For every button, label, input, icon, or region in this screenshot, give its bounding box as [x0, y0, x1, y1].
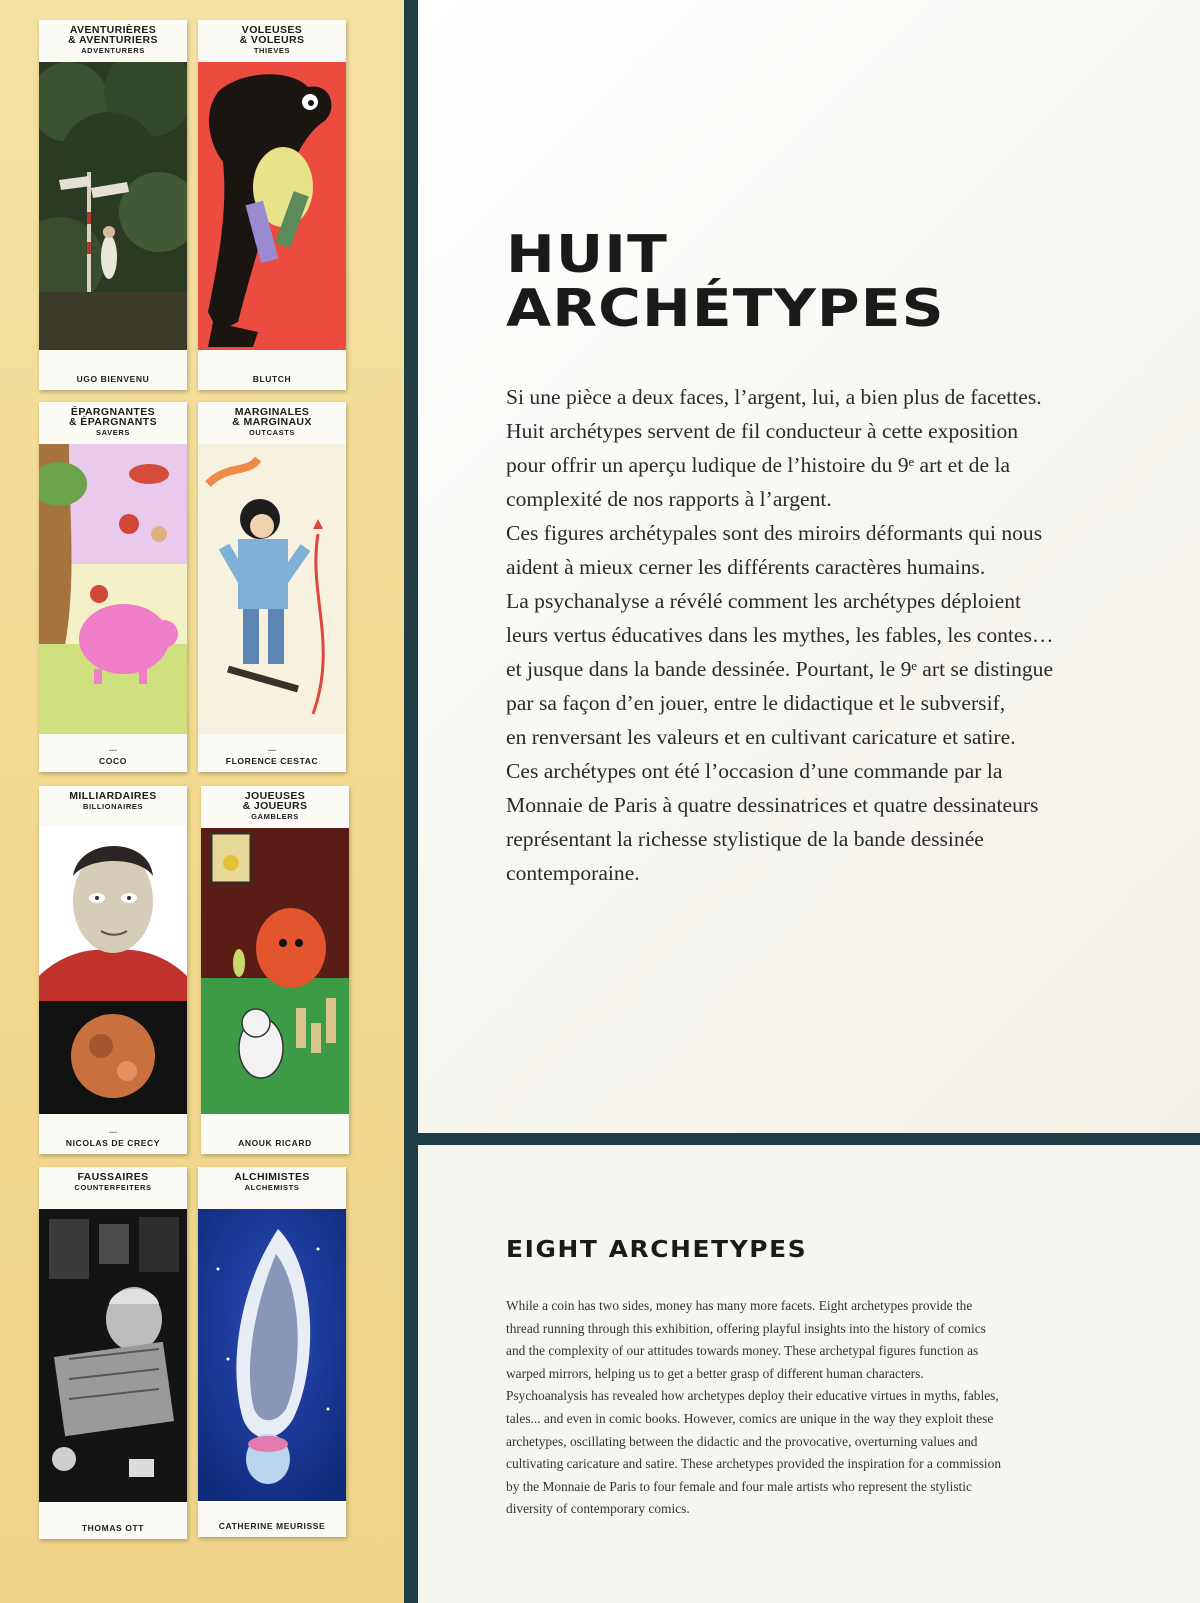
body-french — [506, 380, 1126, 890]
body-english-line: tales... and even in comic books. However, comics are unique in the way they exploit these — [506, 1410, 994, 1426]
card-title-fr: & ÉPARGNANTS — [68, 416, 158, 428]
body-english-line: cultivating caricature and satire. These archetypes provided the inspiration for a commission — [506, 1456, 1002, 1472]
card-title-en: OUTCASTS — [248, 428, 296, 437]
bookmark-display-panel — [0, 0, 404, 1603]
card-title-fr: ALCHIMISTES — [234, 1171, 310, 1183]
body-french-line: leurs vertus éducatives dans les mythes, les fables, les contes… — [506, 623, 1054, 647]
body-french-line: aident à mieux cerner les différents caractères humains. — [506, 555, 986, 579]
card-header — [39, 20, 187, 62]
card-billionaires — [39, 786, 187, 1154]
card-artist: UGO BIENVENU — [76, 374, 150, 384]
title-french-line: HUIT — [506, 225, 668, 285]
english-text-panel — [418, 1145, 1200, 1603]
body-french-line: Huit archétypes servent de fil conducteur à cette exposition — [506, 419, 1019, 443]
body-french-line: pour offrir un aperçu ludique de l’histoire du 9ᵉ art et de la — [506, 453, 1011, 477]
card-title-fr: & VOLEURS — [239, 34, 305, 46]
card-artist: ANOUK RICARD — [238, 1138, 312, 1148]
body-french-line: Ces archétypes ont été l’occasion d’une commande par la — [506, 759, 1003, 783]
card-illustration-billionaire-portrait — [39, 826, 187, 1114]
body-french-line: Si une pièce a deux faces, l’argent, lui, a bien plus de facettes. — [506, 385, 1042, 409]
body-french-line: représentant la richesse stylistique de la bande dessinée — [506, 827, 984, 851]
card-title-en: ADVENTURERS — [81, 46, 145, 55]
card-artist: CATHERINE MEURISSE — [218, 1521, 326, 1531]
card-title-fr: FAUSSAIRES — [77, 1171, 149, 1183]
body-french-line: et jusque dans la bande dessinée. Pourtant, le 9ᵉ art se distingue — [506, 657, 1054, 681]
card-thieves — [198, 20, 346, 390]
body-english-line: thread running through this exhibition, offering playful insights into the history of comics — [506, 1320, 986, 1336]
card-gamblers — [201, 786, 349, 1154]
card-artist: NICOLAS DE CRECY — [65, 1138, 161, 1148]
title-french — [506, 225, 945, 339]
title-french-line: ARCHÉTYPES — [506, 279, 945, 339]
body-english — [506, 1295, 1106, 1521]
card-artist: THOMAS OTT — [81, 1523, 145, 1533]
body-english-line: and the complexity of our attitudes towards money. These archetypal figures function as — [506, 1343, 979, 1359]
card-illustration-card-game — [201, 828, 349, 1114]
card-title-en: COUNTERFEITERS — [74, 1183, 152, 1192]
card-illustration-geode — [198, 1209, 346, 1501]
french-text-panel — [418, 0, 1200, 1133]
card-title-fr: & JOUEURS — [242, 800, 308, 812]
panel-divider — [404, 0, 418, 1603]
card-title-en: ALCHEMISTS — [244, 1183, 300, 1192]
card-artist: COCO — [99, 756, 127, 766]
card-artist: FLORENCE CESTAC — [225, 756, 319, 766]
card-title-fr: JOUEUSES — [244, 790, 306, 802]
title-english: EIGHT ARCHETYPES — [506, 1237, 808, 1263]
card-header — [201, 786, 349, 828]
card-illustration-shadow-thief — [198, 62, 346, 350]
card-credit-mark: ▬▬ — [109, 1129, 117, 1134]
card-illustration-skateboarder — [198, 444, 346, 734]
body-french-line: Monnaie de Paris à quatre dessinatrices et quatre dessinateurs — [506, 793, 1039, 817]
body-english-line: Psychoanalysis has revealed how archetypes deploy their educative virtues in myths, fables, — [506, 1388, 999, 1404]
card-adventurers — [39, 20, 187, 390]
card-credit-mark: ▬▬ — [109, 747, 117, 752]
body-english-line: by the Monnaie de Paris to four female and four male artists who represent the stylistic — [506, 1478, 972, 1494]
body-english-line: warped mirrors, helping us to get a better grasp of different human characters. — [506, 1365, 924, 1381]
card-title-en: THIEVES — [253, 46, 291, 55]
body-french-line: contemporaine. — [506, 861, 640, 885]
card-counterfeiters — [39, 1167, 187, 1539]
card-title-fr: VOLEUSES — [241, 24, 303, 36]
card-header — [39, 1167, 187, 1209]
body-english-line: diversity of contemporary comics. — [506, 1501, 690, 1517]
body-french-line: Ces figures archétypales sont des miroirs déformants qui nous — [506, 521, 1043, 545]
card-title-fr: & AVENTURIERS — [68, 34, 158, 46]
card-header — [198, 20, 346, 62]
card-illustration-counterfeiter-workshop — [39, 1209, 187, 1502]
body-french-line: complexité de nos rapports à l’argent. — [506, 487, 832, 511]
card-header — [198, 402, 346, 444]
card-title-en: BILLIONAIRES — [82, 802, 144, 811]
card-header — [198, 1167, 346, 1209]
card-header — [39, 786, 187, 828]
card-title-fr: MILLIARDAIRES — [69, 790, 157, 802]
body-french-line: en renversant les valeurs et en cultivant caricature et satire. — [506, 725, 1016, 749]
card-savers — [39, 402, 187, 772]
card-title-en: SAVERS — [96, 428, 130, 437]
body-french-line: La psychanalyse a révélé comment les archétypes déploient — [506, 589, 1022, 613]
card-title-fr: AVENTURIÈRES — [69, 24, 157, 36]
card-illustration-forest — [39, 62, 187, 350]
body-french-line: par sa façon d’en jouer, entre le didactique et le subversif, — [506, 691, 1006, 715]
card-header — [39, 402, 187, 444]
card-credit-mark: ▬▬ — [268, 747, 276, 752]
card-title-fr: ÉPARGNANTES — [70, 406, 156, 418]
card-title-en: GAMBLERS — [251, 812, 299, 821]
card-title-fr: & MARGINAUX — [232, 416, 312, 428]
card-artist: BLUTCH — [252, 374, 292, 384]
body-english-line: While a coin has two sides, money has many more facets. Eight archetypes provide the — [506, 1298, 973, 1313]
body-english-line: archetypes, oscillating between the didactic and the provocative, overturning values and — [506, 1433, 978, 1449]
card-alchemists — [198, 1167, 346, 1537]
card-outcasts — [198, 402, 346, 772]
card-illustration-piggy-bank — [39, 444, 187, 734]
card-title-fr: MARGINALES — [234, 406, 310, 418]
